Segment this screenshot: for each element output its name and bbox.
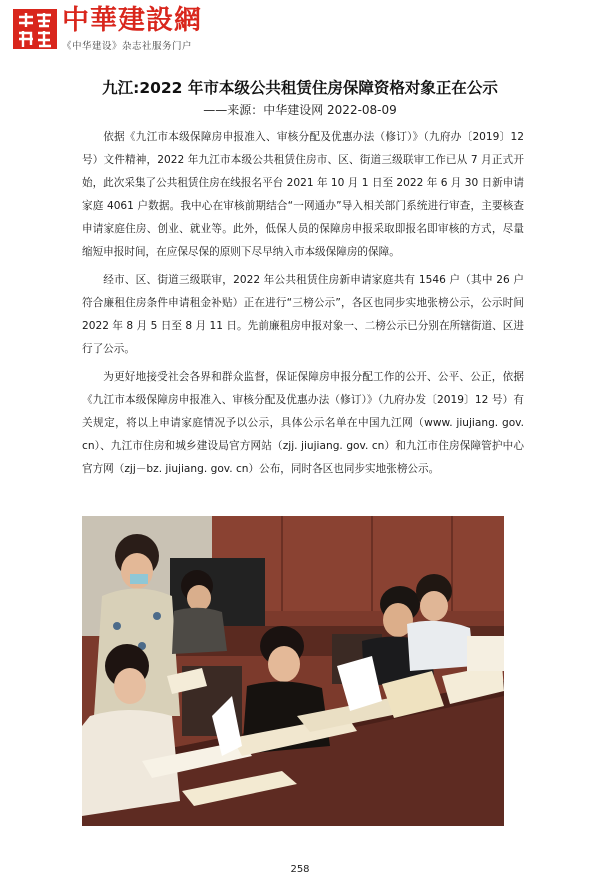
- article-body: [82, 126, 524, 486]
- brand-subtitle: 《中华建设》杂志社服务门户: [62, 41, 193, 52]
- page-header: [0, 0, 600, 60]
- staff-reviewing-documents-photo: [82, 516, 504, 826]
- page-number: 258: [290, 864, 310, 875]
- article-title: 九江:2022 年市本级公共租赁住房保障资格对象正在公示: [102, 79, 498, 97]
- paragraph: 为更好地接受社会各界和群众监督，保证保障房申报分配工作的公开、公平、公正，依据《九江市本级保障房申报准入、审核分配及优惠办法（修订）》（九府办发〔2019〕12 号）有关规定，将以上申请家庭情况予以公示，具体公示名单在中国九江网（www. jiujiang. gov. cn）、九江市住房和城乡建设局官方网站（zjj. jiujiang. gov. cn）和九江市住房保障管护中心官方网（zjj－bz. jiujiang. gov. cn）公布，同时各区也同步实地张榜公示。: [82, 371, 524, 475]
- logo: [13, 9, 57, 49]
- article-source: ——来源：中华建设网 2022-08-09: [203, 103, 397, 117]
- paragraph: 经市、区、街道三级联审，2022 年公共租赁住房新申请家庭共有 1546 户（其中 26 户符合廉租住房条件申请租金补贴）正在进行“三榜公示”，各区也同步实地张榜公示，公示时间 2022 年 8 月 5 日至 8 月 11 日。先前廉租房申报对象一、二榜公示已分别在所辖街道、区进行了公示。: [82, 274, 524, 355]
- brand-name: 中華建設網: [62, 5, 202, 36]
- paragraph: 依据《九江市本级保障房申报准入、审核分配及优惠办法（修订）》（九府办〔2019〕12 号）文件精神，2022 年九江市本级公共租赁住房市、区、街道三级联审工作已从 7 月正式开始，此次采集了公共租赁住房在线报名平台 2021 年 10 月 1 日至 2022 年 6 月 30 日新申请家庭 4061 户数据。我中心在审核前期结合“一网通办”导入相关部门系统进行审查，主要核查申请家庭住房、创业、就业等。此外，低保人员的保障房申报采取即报名即审核的方式，尽量缩短申报时间，在应保尽保的原则下尽早纳入市本级保障房的保障。: [82, 131, 524, 258]
- logo-mark: [13, 9, 57, 49]
